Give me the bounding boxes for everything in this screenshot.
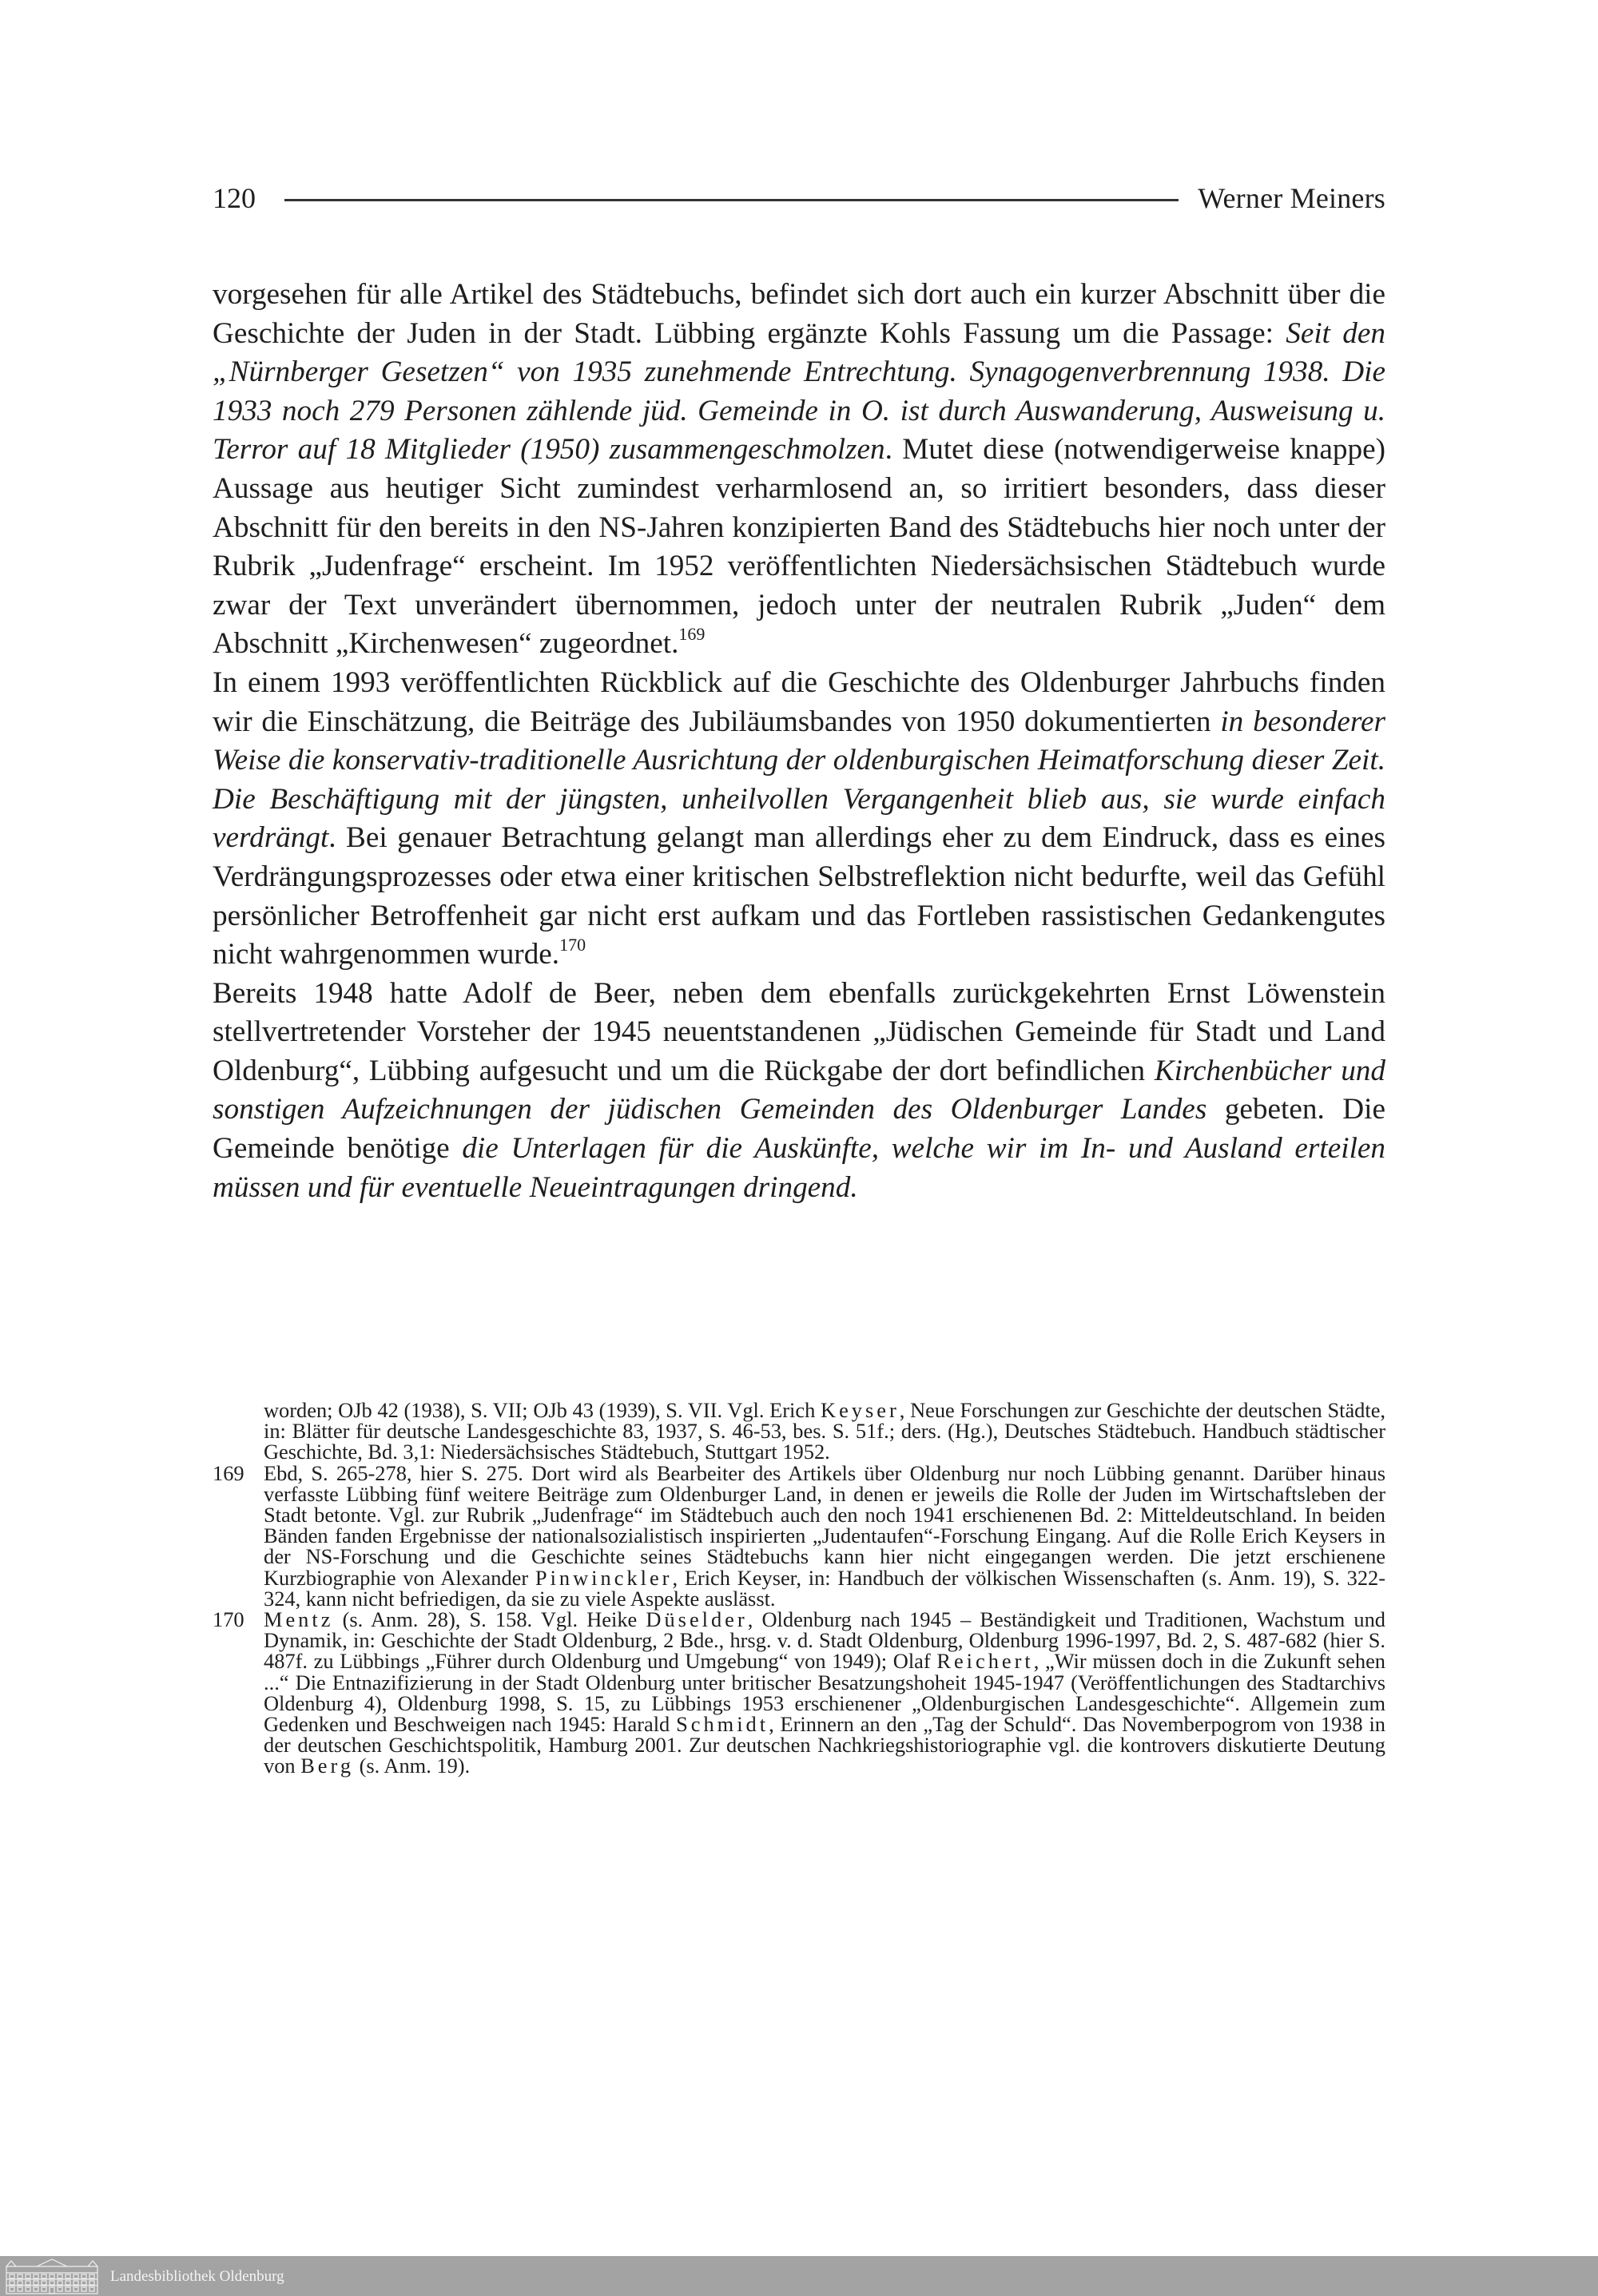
author-name: Schmidt <box>676 1712 769 1737</box>
page-number: 120 <box>213 182 256 214</box>
quoted-passage: in besonderer Weise die konservativ-traditionelle Ausrichtung der oldenburgischen Heimatforschung dieser Zeit. Die Beschäftigung mit der jüngsten, unheilvollen Vergangenheit blieb aus, sie wurde einfach verdrängt <box>213 705 1385 855</box>
footnote-number: 169 <box>213 1460 244 1485</box>
footnote-number-blank <box>213 1400 264 1463</box>
footnote-ref-170[interactable]: 170 <box>559 935 586 955</box>
footnote-170 <box>213 1609 1385 1777</box>
author-name: Mentz <box>264 1607 334 1632</box>
text: Ebd, S. 265-278, hier S. 275. Dort wird als Bearbeiter des Artikels über Oldenburg nur noch Lübbing genannt. Darüber hinaus verfasste Lübbing fünf weitere Beiträge zum Oldenburger Land, in denen er jeweils die Rolle der Juden im Wirtschaftsleben der Stadt betonte. Vgl. zur Rubrik „Judenfrage“ im Städtebuch auch den noch 1941 erschienenen Bd. 2: Mitteldeutschland. In beiden Bänden fanden Ergebnisse der nationalsozialistisch inspirierten „Judentaufen“-Forschung Eingang. Auf die Rolle Erich Keysers in der NS-Forschung und die Geschichte seines Städtebuchs kann hier nicht eingegangen werden. Die jetzt erschienene Kurzbiographie von Alexander <box>264 1460 1385 1590</box>
text: , „Wir müssen doch in die Zukunft sehen ...“ Die Entnazifizierung in der Stadt Oldenburg unter britischer Besatzungshoheit 1945-1947 (Veröffentlichungen des Stadtarchivs Oldenburg 4), Oldenburg 1998, S. 15, zu Lübbings 1953 erschienener „Oldenburgischen Landesgeschichte“. Allgemein zum Gedenken und Beschweigen nach 1945: Harald <box>264 1649 1385 1737</box>
paragraph-1 <box>213 276 1385 664</box>
footnote-text <box>264 1609 1385 1777</box>
library-building-icon <box>5 2258 99 2295</box>
footnote-continuation <box>213 1400 1385 1463</box>
quoted-passage: Kirchenbücher und sonstigen Aufzeichnungen der jüdischen Gemeinden des Oldenburger Landes <box>213 1054 1385 1126</box>
footnote-number: 170 <box>213 1607 244 1632</box>
footnote-text <box>264 1400 1385 1463</box>
author-name: Keyser <box>821 1398 900 1422</box>
text: (s. Anm. 19). <box>354 1754 471 1778</box>
author-name: Düselder <box>646 1607 748 1632</box>
library-footer-bar <box>0 2256 1598 2296</box>
running-head <box>213 182 1385 214</box>
text: . Mutet diese (notwendigerweise knappe) Aussage aus heutiger Sicht zumindest verharmlosend an, so irritiert besonders, dass dieser Abschnitt für den bereits in den NS-Jahren konzipierten Band des Städtebuchs hier noch unter der Rubrik „Judenfrage“ erscheint. Im 1952 veröffentlichten Niedersächsischen Städtebuch wurde zwar der Text unverändert übernommen, jedoch unter der neutralen Rubrik „Juden“ dem Abschnitt „Kirchenwesen“ zugeordnet. <box>213 433 1385 661</box>
text: . Bei genauer Betrachtung gelangt man allerdings eher zu dem Eindruck, dass es eines Verdrängungsprozesses oder etwa einer kritischen Selbstreflektion nicht bedurfte, weil das Gefühl persönlicher Betroffenheit gar nicht erst aufkam und das Fortleben rassistischen Gedankengutes nicht wahrgenommen wurde. <box>213 821 1385 971</box>
body-text <box>213 276 1385 1207</box>
author-name: Berg <box>300 1754 355 1778</box>
text: In einem 1993 veröffentlichten Rückblick auf die Geschichte des Oldenburger Jahrbuchs finden wir die Einschätzung, die Beiträge des Jubiläumsbandes von 1950 dokumentierten <box>213 665 1385 738</box>
header-rule <box>284 199 1179 201</box>
author-name: Pinwinckler <box>535 1565 673 1590</box>
text: , Erinnern an den „Tag der Schuld“. Das Novemberpogrom von 1938 in der deutschen Geschichtspolitik, Hamburg 2001. Zur deutschen Nachkriegshistoriographie vgl. die kontrovers diskutierte Deutung von <box>264 1712 1385 1778</box>
footnotes <box>213 1400 1385 1777</box>
footnote-text <box>264 1460 1385 1611</box>
running-author: Werner Meiners <box>1198 182 1385 214</box>
quoted-passage: die Unterlagen für die Auskünfte, welche wir im In- und Ausland erteilen müssen und für eventuelle Neueintragungen dringend. <box>213 1132 1386 1204</box>
text: (s. Anm. 28), S. 158. Vgl. Heike <box>333 1607 646 1632</box>
library-name: Landesbibliothek Oldenburg <box>110 2268 284 2285</box>
text: , Erich Keyser, in: Handbuch der völkischen Wissenschaften (s. Anm. 19), S. 322-324, kann nicht befriedigen, da sie zu viele Aspekte auslässt. <box>264 1565 1385 1611</box>
text: gebeten. Die Gemeinde benötige <box>213 1093 1385 1166</box>
quoted-passage: Seit den „Nürnberger Gesetzen“ von 1935 zunehmende Entrechtung. Synagogenverbrennung 1938. Die 1933 noch 279 Personen zählende jüd. Gemeinde in O. ist durch Auswanderung, Ausweisung u. Terror auf 18 Mitglieder (1950) zusammengeschmolzen <box>213 316 1385 467</box>
author-name: Reichert <box>936 1649 1034 1674</box>
footnote-ref-169[interactable]: 169 <box>678 624 706 645</box>
text: , Neue Forschungen zur Geschichte der deutschen Städte, in: Blätter für deutsche Landesgeschichte 83, 1937, S. 46-53, bes. S. 51f.; ders. (Hg.), Deutsches Städtebuch. Handbuch städtischer Geschichte, Bd. 3,1: Niedersächsisches Städtebuch, Stuttgart 1952. <box>264 1398 1386 1464</box>
text: , Oldenburg nach 1945 – Beständigkeit und Traditionen, Wachstum und Dynamik, in: Geschichte der Stadt Oldenburg, 2 Bde., hrsg. v. d. Stadt Oldenburg, Oldenburg 1996-1997, Bd. 2, S. 487-682 (hier S. 487f. zu Lübbings „Führer durch Oldenburg und Umgebung“ von 1949); Olaf <box>264 1607 1385 1674</box>
footnote-169 <box>213 1460 1385 1611</box>
text: worden; OJb 42 (1938), S. VII; OJb 43 (1939), S. VII. Vgl. Erich <box>264 1398 821 1422</box>
text: Bereits 1948 hatte Adolf de Beer, neben dem ebenfalls zurückgekehrten Ernst Löwenstein stellvertretender Vorsteher der 1945 neuentstandenen „Jüdischen Gemeinde für Stadt und Land Oldenburg“, Lübbing aufgesucht und um die Rückgabe der dort befindlichen <box>213 976 1385 1087</box>
text: vorgesehen für alle Artikel des Städtebuchs, befindet sich dort auch ein kurzer Abschnitt über die Geschichte der Juden in der Stadt. Lübbing ergänzte Kohls Fassung um die Passage: <box>213 278 1385 350</box>
paragraph-3 <box>213 975 1385 1208</box>
paragraph-2 <box>213 664 1385 975</box>
